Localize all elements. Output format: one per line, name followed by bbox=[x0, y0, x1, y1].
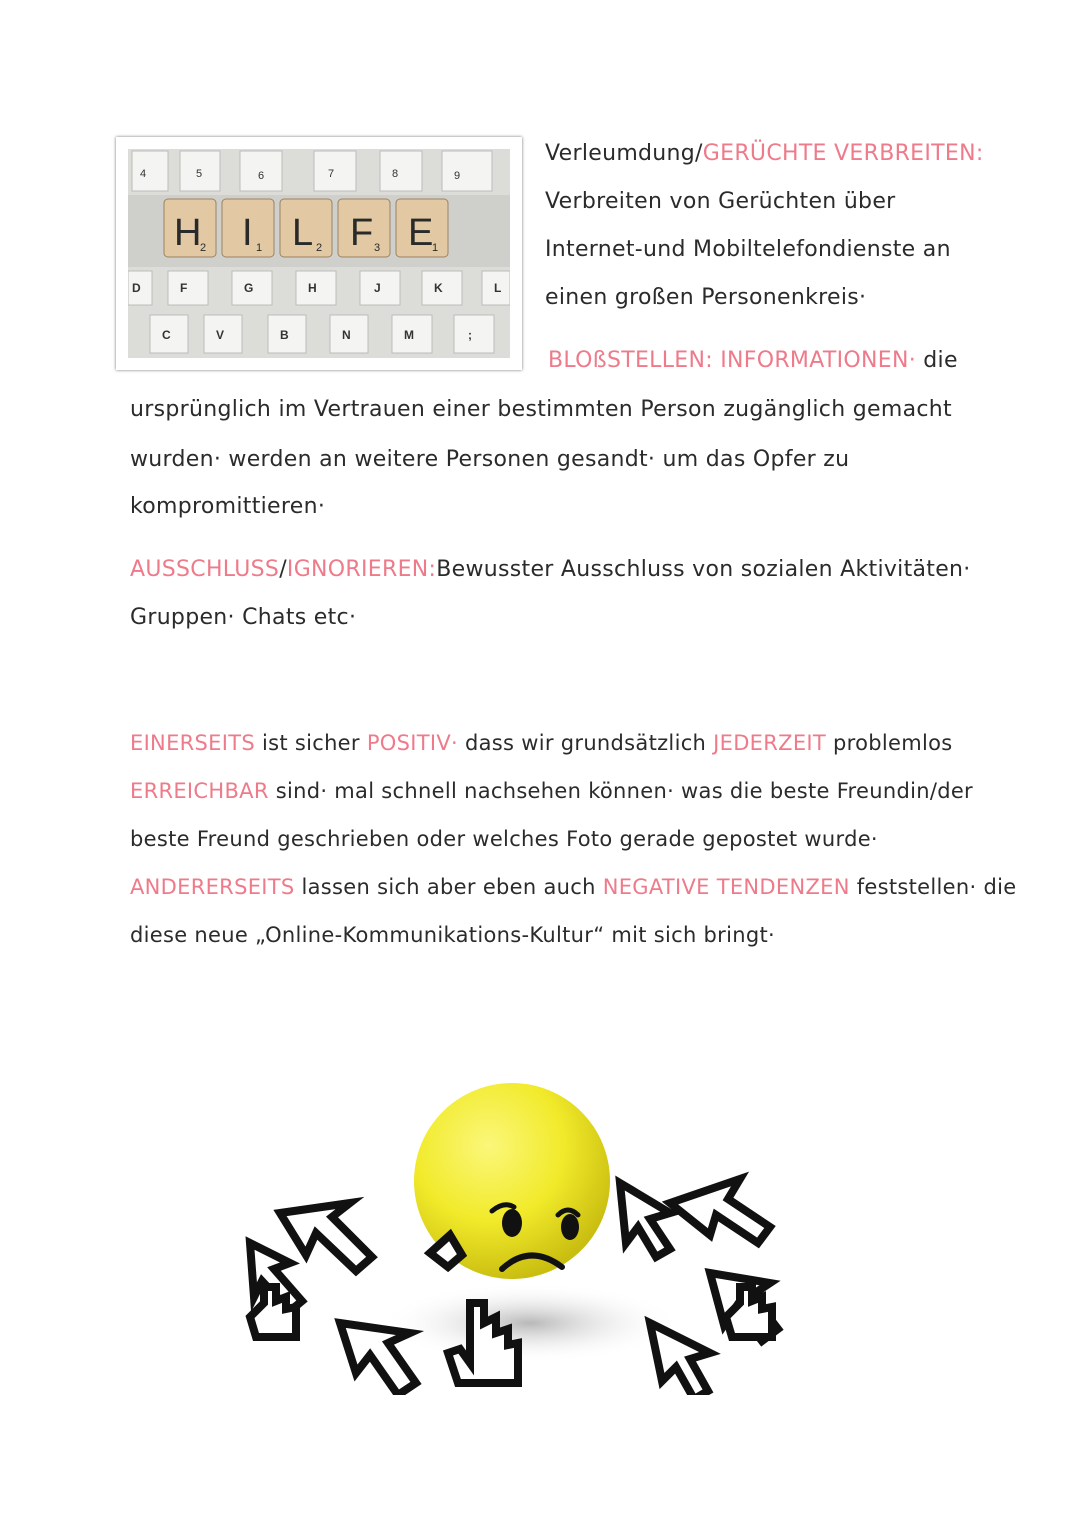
tile-number: 2 bbox=[316, 242, 323, 254]
blossstellen-text-line: kompromittieren· bbox=[130, 494, 326, 519]
ausschluss-heading: AUSSCHLUSS bbox=[130, 557, 280, 582]
blossstellen-heading-line bbox=[548, 350, 958, 372]
verleumdung-text-line: Internet-und Mobiltelefondienste an bbox=[545, 237, 951, 262]
blossstellen-text-line: wurden· werden an weitere Personen gesandt· um das Opfer zu bbox=[130, 447, 850, 472]
tile-number: 1 bbox=[432, 242, 439, 254]
key-label: J bbox=[374, 281, 381, 295]
key-label: 7 bbox=[328, 168, 335, 180]
key-label: G bbox=[244, 281, 254, 295]
positiv-keyword: POSITIV· bbox=[366, 731, 458, 755]
key-label: 8 bbox=[392, 168, 399, 180]
jederzeit-keyword: JEDERZEIT bbox=[713, 731, 827, 755]
ausschluss-heading-line bbox=[130, 559, 971, 581]
negative-tendenzen-keyword: NEGATIVE TENDENZEN bbox=[602, 875, 850, 899]
fazit-line bbox=[130, 877, 1016, 898]
ausschluss-text: Bewusster Ausschluss von sozialen Aktivitäten· bbox=[436, 557, 971, 582]
ignorieren-heading: IGNORIEREN: bbox=[286, 557, 437, 582]
fazit-text: problemlos bbox=[826, 731, 953, 755]
key-label: M bbox=[404, 328, 414, 342]
key-label: C bbox=[162, 328, 171, 342]
fazit-text: lassen sich aber eben auch bbox=[294, 875, 603, 899]
key-label: K bbox=[434, 281, 443, 295]
einerseits-keyword: EINERSEITS bbox=[130, 731, 255, 755]
tile-number: 2 bbox=[200, 242, 207, 254]
fazit-text: dass wir grundsätzlich bbox=[458, 731, 714, 755]
fazit-line bbox=[130, 733, 953, 754]
erreichbar-keyword: ERREICHBAR bbox=[130, 779, 269, 803]
tile-number: 1 bbox=[256, 242, 263, 254]
verleumdung-lead: Verleumdung/ bbox=[545, 141, 703, 166]
ausschluss-slash: / bbox=[279, 557, 287, 582]
key-label: ; bbox=[468, 328, 472, 342]
key-label: H bbox=[308, 281, 317, 295]
key-label: V bbox=[216, 328, 225, 342]
key-label: D bbox=[132, 281, 141, 295]
tile-number: 3 bbox=[374, 242, 381, 254]
fazit-text: ist sicher bbox=[254, 731, 367, 755]
key-label: N bbox=[342, 328, 351, 342]
tile-letter: L bbox=[292, 212, 314, 254]
fazit-line: diese neue „Online-Kommunikations-Kultur“ mit sich bringt· bbox=[130, 923, 775, 947]
tile-letter: I bbox=[242, 212, 253, 254]
blossstellen-text: die bbox=[923, 348, 958, 373]
blossstellen-text-line: ursprünglich im Vertrauen einer bestimmten Person zugänglich gemacht bbox=[130, 397, 952, 422]
tile-letter: F bbox=[350, 212, 374, 254]
key-label: F bbox=[180, 281, 188, 295]
key-label: L bbox=[494, 281, 502, 295]
verleumdung-text-line: einen großen Personenkreis· bbox=[545, 285, 867, 310]
key-label: 9 bbox=[454, 170, 461, 182]
tile-letter: H bbox=[174, 212, 202, 254]
key-label: 4 bbox=[140, 168, 147, 180]
fazit-text: sind· mal schnell nachsehen können· was die beste Freundin/der bbox=[268, 779, 973, 803]
verleumdung-text-line: Verbreiten von Gerüchten über bbox=[545, 189, 896, 214]
key-label: 6 bbox=[258, 170, 265, 182]
blossstellen-heading: BLOßSTELLEN: INFORMATIONEN· bbox=[548, 348, 916, 373]
sad-emoji-cursors-photo bbox=[240, 1073, 800, 1399]
fazit-line bbox=[130, 781, 973, 802]
key-label: 5 bbox=[196, 168, 203, 180]
fazit-text: feststellen· die bbox=[849, 875, 1017, 899]
fazit-line: beste Freund geschrieben oder welches Foto gerade gepostet wurde· bbox=[130, 827, 878, 851]
andererseits-keyword: ANDERERSEITS bbox=[130, 875, 295, 899]
key-label: B bbox=[280, 328, 289, 342]
hilfe-keyboard-photo bbox=[116, 137, 522, 370]
geruechte-heading: GERÜCHTE VERBREITEN: bbox=[702, 141, 984, 166]
verleumdung-heading-line bbox=[545, 143, 984, 165]
tile-letter: E bbox=[408, 212, 434, 254]
ausschluss-text-line: Gruppen· Chats etc· bbox=[130, 605, 357, 630]
